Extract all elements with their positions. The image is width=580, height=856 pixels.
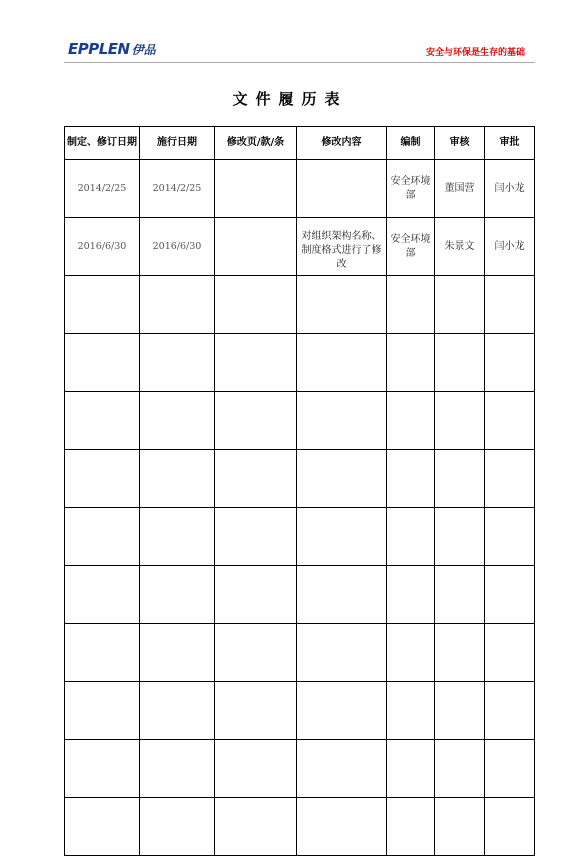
cell-revision-date bbox=[65, 566, 140, 624]
cell-modified-section bbox=[215, 624, 297, 682]
cell-approved-by bbox=[485, 276, 535, 334]
logo-text: EPPLEN bbox=[68, 40, 130, 58]
cell-modification-content bbox=[297, 160, 387, 218]
cell-approved-by: 闫小龙 bbox=[485, 218, 535, 276]
col-header-reviewed-by: 审核 bbox=[435, 127, 485, 160]
cell-reviewed-by bbox=[435, 334, 485, 392]
cell-prepared-by bbox=[387, 508, 435, 566]
cell-modified-section bbox=[215, 276, 297, 334]
cell-approved-by bbox=[485, 508, 535, 566]
cell-reviewed-by bbox=[435, 276, 485, 334]
cell-modified-section bbox=[215, 566, 297, 624]
cell-modified-section bbox=[215, 798, 297, 856]
cell-modification-content bbox=[297, 682, 387, 740]
cell-modified-section bbox=[215, 334, 297, 392]
cell-modified-section bbox=[215, 682, 297, 740]
table-row bbox=[65, 566, 535, 624]
cell-prepared-by bbox=[387, 392, 435, 450]
logo-cn-text: 伊品 bbox=[131, 42, 156, 57]
table-row bbox=[65, 160, 535, 218]
header-slogan: 安全与环保是生存的基础 bbox=[425, 48, 525, 58]
table-row bbox=[65, 276, 535, 334]
table-row bbox=[65, 334, 535, 392]
cell-modification-content bbox=[297, 276, 387, 334]
table-row bbox=[65, 508, 535, 566]
cell-modified-section bbox=[215, 392, 297, 450]
cell-revision-date bbox=[65, 682, 140, 740]
cell-reviewed-by bbox=[435, 392, 485, 450]
col-header-modification-content: 修改内容 bbox=[297, 127, 387, 160]
cell-approved-by bbox=[485, 798, 535, 856]
cell-reviewed-by bbox=[435, 450, 485, 508]
cell-revision-date: 2016/6/30 bbox=[65, 218, 140, 276]
cell-approved-by bbox=[485, 392, 535, 450]
cell-reviewed-by bbox=[435, 798, 485, 856]
cell-effective-date bbox=[140, 276, 215, 334]
cell-modification-content bbox=[297, 450, 387, 508]
cell-approved-by bbox=[485, 450, 535, 508]
cell-effective-date bbox=[140, 566, 215, 624]
cell-effective-date bbox=[140, 450, 215, 508]
cell-prepared-by bbox=[387, 334, 435, 392]
cell-prepared-by bbox=[387, 276, 435, 334]
cell-effective-date bbox=[140, 508, 215, 566]
col-header-revision-date: 制定、修订日期 bbox=[65, 127, 140, 160]
cell-revision-date bbox=[65, 276, 140, 334]
cell-reviewed-by bbox=[435, 682, 485, 740]
cell-modified-section bbox=[215, 450, 297, 508]
table-row bbox=[65, 450, 535, 508]
col-header-approved-by: 审批 bbox=[485, 127, 535, 160]
table-row bbox=[65, 798, 535, 856]
cell-effective-date bbox=[140, 798, 215, 856]
col-header-prepared-by: 编制 bbox=[387, 127, 435, 160]
cell-prepared-by: 安全环境部 bbox=[387, 160, 435, 218]
cell-modification-content: 对组织架构名称、制度格式进行了修改 bbox=[297, 218, 387, 276]
cell-prepared-by bbox=[387, 740, 435, 798]
cell-modification-content bbox=[297, 392, 387, 450]
cell-effective-date: 2016/6/30 bbox=[140, 218, 215, 276]
table-row bbox=[65, 218, 535, 276]
cell-effective-date: 2014/2/25 bbox=[140, 160, 215, 218]
table-header-row bbox=[65, 127, 535, 160]
cell-prepared-by bbox=[387, 682, 435, 740]
revision-history-table bbox=[64, 126, 535, 856]
cell-modified-section bbox=[215, 740, 297, 798]
cell-prepared-by: 安全环境部 bbox=[387, 218, 435, 276]
cell-prepared-by bbox=[387, 450, 435, 508]
cell-revision-date bbox=[65, 798, 140, 856]
cell-reviewed-by bbox=[435, 740, 485, 798]
table-row bbox=[65, 624, 535, 682]
col-header-modified-section: 修改页/款/条 bbox=[215, 127, 297, 160]
cell-reviewed-by bbox=[435, 508, 485, 566]
cell-revision-date bbox=[65, 334, 140, 392]
cell-reviewed-by: 朱景文 bbox=[435, 218, 485, 276]
cell-effective-date bbox=[140, 740, 215, 798]
col-header-effective-date: 施行日期 bbox=[140, 127, 215, 160]
cell-reviewed-by: 董国营 bbox=[435, 160, 485, 218]
cell-modified-section bbox=[215, 218, 297, 276]
cell-reviewed-by bbox=[435, 566, 485, 624]
cell-approved-by bbox=[485, 334, 535, 392]
cell-approved-by bbox=[485, 624, 535, 682]
cell-modification-content bbox=[297, 624, 387, 682]
cell-prepared-by bbox=[387, 624, 435, 682]
cell-prepared-by bbox=[387, 798, 435, 856]
cell-modification-content bbox=[297, 740, 387, 798]
cell-modification-content bbox=[297, 508, 387, 566]
cell-revision-date bbox=[65, 450, 140, 508]
cell-modification-content bbox=[297, 798, 387, 856]
cell-approved-by bbox=[485, 682, 535, 740]
cell-effective-date bbox=[140, 334, 215, 392]
page-title: 文件履历表 bbox=[232, 90, 348, 108]
cell-revision-date bbox=[65, 508, 140, 566]
cell-revision-date bbox=[65, 740, 140, 798]
cell-revision-date: 2014/2/25 bbox=[65, 160, 140, 218]
cell-approved-by bbox=[485, 740, 535, 798]
cell-modified-section bbox=[215, 160, 297, 218]
table-row bbox=[65, 740, 535, 798]
cell-revision-date bbox=[65, 392, 140, 450]
cell-prepared-by bbox=[387, 566, 435, 624]
cell-effective-date bbox=[140, 682, 215, 740]
cell-modified-section bbox=[215, 508, 297, 566]
table-row bbox=[65, 682, 535, 740]
cell-effective-date bbox=[140, 624, 215, 682]
company-logo bbox=[68, 40, 156, 58]
table-row bbox=[65, 392, 535, 450]
header-divider bbox=[64, 62, 535, 63]
cell-revision-date bbox=[65, 624, 140, 682]
cell-modification-content bbox=[297, 566, 387, 624]
cell-modification-content bbox=[297, 334, 387, 392]
cell-approved-by bbox=[485, 566, 535, 624]
cell-effective-date bbox=[140, 392, 215, 450]
cell-approved-by: 闫小龙 bbox=[485, 160, 535, 218]
cell-reviewed-by bbox=[435, 624, 485, 682]
